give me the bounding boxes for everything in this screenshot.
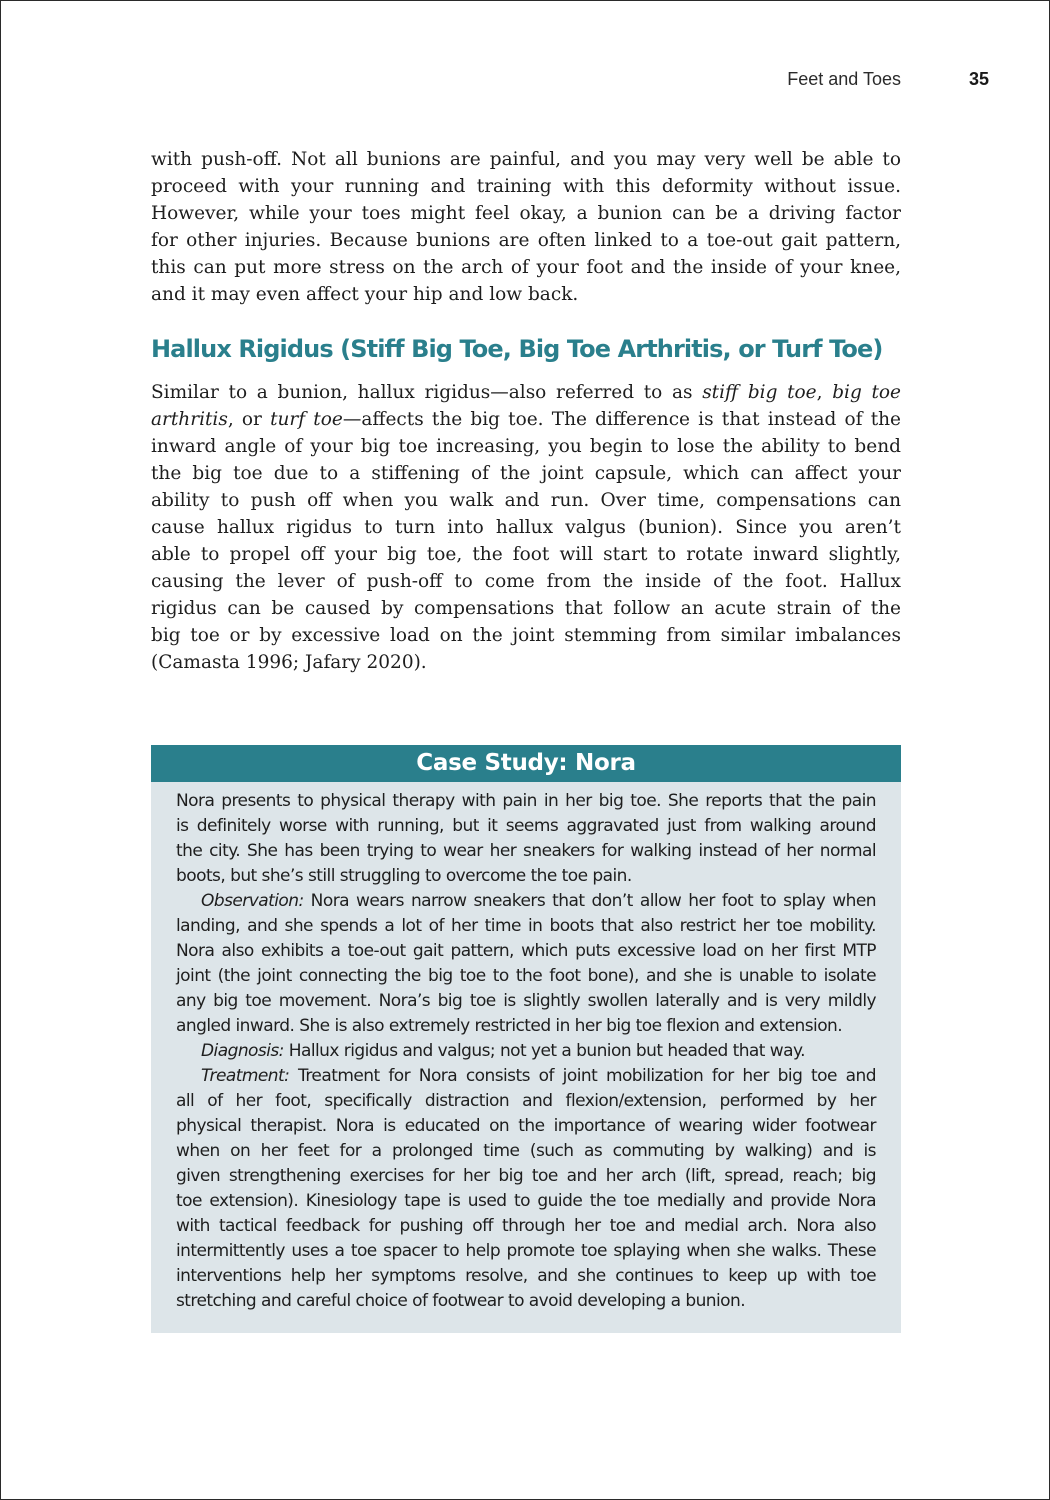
paragraph-line: able to propel off your big toe, the foot will start to rotate inward slightly,	[151, 544, 901, 565]
case-line: all of her foot, specifically distraction and flexion/extension, performed by her	[176, 1091, 876, 1111]
paragraph-line: and it may even affect your hip and low back.	[151, 284, 579, 305]
text-run: , or	[227, 409, 271, 430]
intro-paragraph	[151, 146, 901, 308]
text-run: —affects the big toe. The difference is that instead of the	[342, 409, 901, 430]
paragraph-line: inward angle of your big toe increasing, you begin to lose the ability to bend	[151, 436, 901, 457]
case-study-box	[151, 745, 901, 1333]
paragraph-line: big toe or by excessive load on the joint stemming from similar imbalances	[151, 625, 901, 646]
case-line: interventions help her symptoms resolve, and she continues to keep up with toe	[176, 1266, 876, 1286]
case-line: landing, and she spends a lot of her time in boots that also restrict her toe mobility.	[176, 916, 876, 936]
running-head: Feet and Toes	[787, 69, 901, 89]
paragraph-line: proceed with your running and training with this deformity without issue.	[151, 176, 901, 197]
page-number: 35	[968, 69, 989, 89]
paragraph-line: rigidus can be caused by compensations that follow an acute strain of the	[151, 598, 901, 619]
paragraph-line: causing the lever of push-off to come from the inside of the foot. Hallux	[151, 571, 901, 592]
case-line: Nora also exhibits a toe-out gait pattern, which puts excessive load on her first MTP	[176, 941, 876, 961]
case-line: joint (the joint connecting the big toe to the foot bone), and she is unable to isolate	[176, 966, 876, 986]
case-line: boots, but she’s still struggling to overcome the toe pain.	[176, 866, 632, 886]
italic-term: stiff big toe	[702, 382, 817, 403]
italic-term: arthritis	[151, 409, 228, 430]
paragraph-line: ability to push off when you walk and run. Over time, compensations can	[151, 490, 901, 511]
paragraph-line: for other injuries. Because bunions are often linked to a toe-out gait pattern,	[151, 230, 901, 251]
hallux-rigidus-paragraph	[151, 379, 901, 676]
text-run: Nora wears narrow sneakers that don’t allow her foot to splay when	[303, 891, 876, 911]
text-run: Similar to a bunion, hallux rigidus—also referred to as	[151, 382, 703, 403]
case-line: the city. She has been trying to wear her sneakers for walking instead of her normal	[176, 841, 876, 861]
case-line	[176, 1064, 876, 1089]
case-line: toe extension). Kinesiology tape is used to guide the toe medially and provide Nora	[176, 1191, 876, 1211]
observation-label: Observation:	[201, 891, 304, 911]
case-line: is definitely worse with running, but it seems aggravated just from walking around	[176, 816, 876, 836]
case-line: physical therapist. Nora is educated on the importance of wearing wider footwear	[176, 1116, 876, 1136]
text-run: Hallux rigidus and valgus; not yet a bunion but headed that way.	[283, 1041, 805, 1061]
case-line: Nora presents to physical therapy with pain in her big toe. She reports that the pain	[176, 791, 876, 811]
text-run: ,	[816, 382, 833, 403]
case-line: given strengthening exercises for her big toe and her arch (lift, spread, reach; big	[176, 1166, 876, 1186]
italic-term: big toe	[832, 382, 901, 403]
case-line: angled inward. She is also extremely restricted in her big toe flexion and extension.	[176, 1016, 843, 1036]
paragraph-line: (Camasta 1996; Jafary 2020).	[151, 652, 427, 673]
case-line: when on her feet for a prolonged time (such as commuting by walking) and is	[176, 1141, 876, 1161]
case-line	[176, 1039, 876, 1064]
paragraph-line: this can put more stress on the arch of your foot and the inside of your knee,	[151, 257, 901, 278]
paragraph-line	[151, 379, 901, 406]
case-study-body	[176, 789, 876, 1314]
diagnosis-label: Diagnosis:	[201, 1041, 284, 1061]
case-line: intermittently uses a toe spacer to help promote toe splaying when she walks. These	[176, 1241, 876, 1261]
case-line	[176, 889, 876, 914]
italic-term: turf toe	[270, 409, 343, 430]
paragraph-line: However, while your toes might feel okay, a bunion can be a driving factor	[151, 203, 901, 224]
paragraph-line: with push-off. Not all bunions are painful, and you may very well be able to	[151, 149, 901, 170]
case-line: any big toe movement. Nora’s big toe is slightly swollen laterally and is very mildly	[176, 991, 876, 1011]
case-line: stretching and careful choice of footwear to avoid developing a bunion.	[176, 1291, 746, 1311]
paragraph-line: the big toe due to a stiffening of the joint capsule, which can affect your	[151, 463, 901, 484]
case-study-title: Case Study: Nora	[151, 745, 901, 782]
treatment-label: Treatment:	[201, 1066, 290, 1086]
case-line: with tactical feedback for pushing off through her toe and medial arch. Nora also	[176, 1216, 876, 1236]
paragraph-line	[151, 406, 901, 433]
section-heading: Hallux Rigidus (Stiff Big Toe, Big Toe Arthritis, or Turf Toe)	[151, 335, 883, 363]
paragraph-line: cause hallux rigidus to turn into hallux valgus (bunion). Since you aren’t	[151, 517, 901, 538]
text-run: Treatment for Nora consists of joint mobilization for her big toe and	[289, 1066, 876, 1086]
